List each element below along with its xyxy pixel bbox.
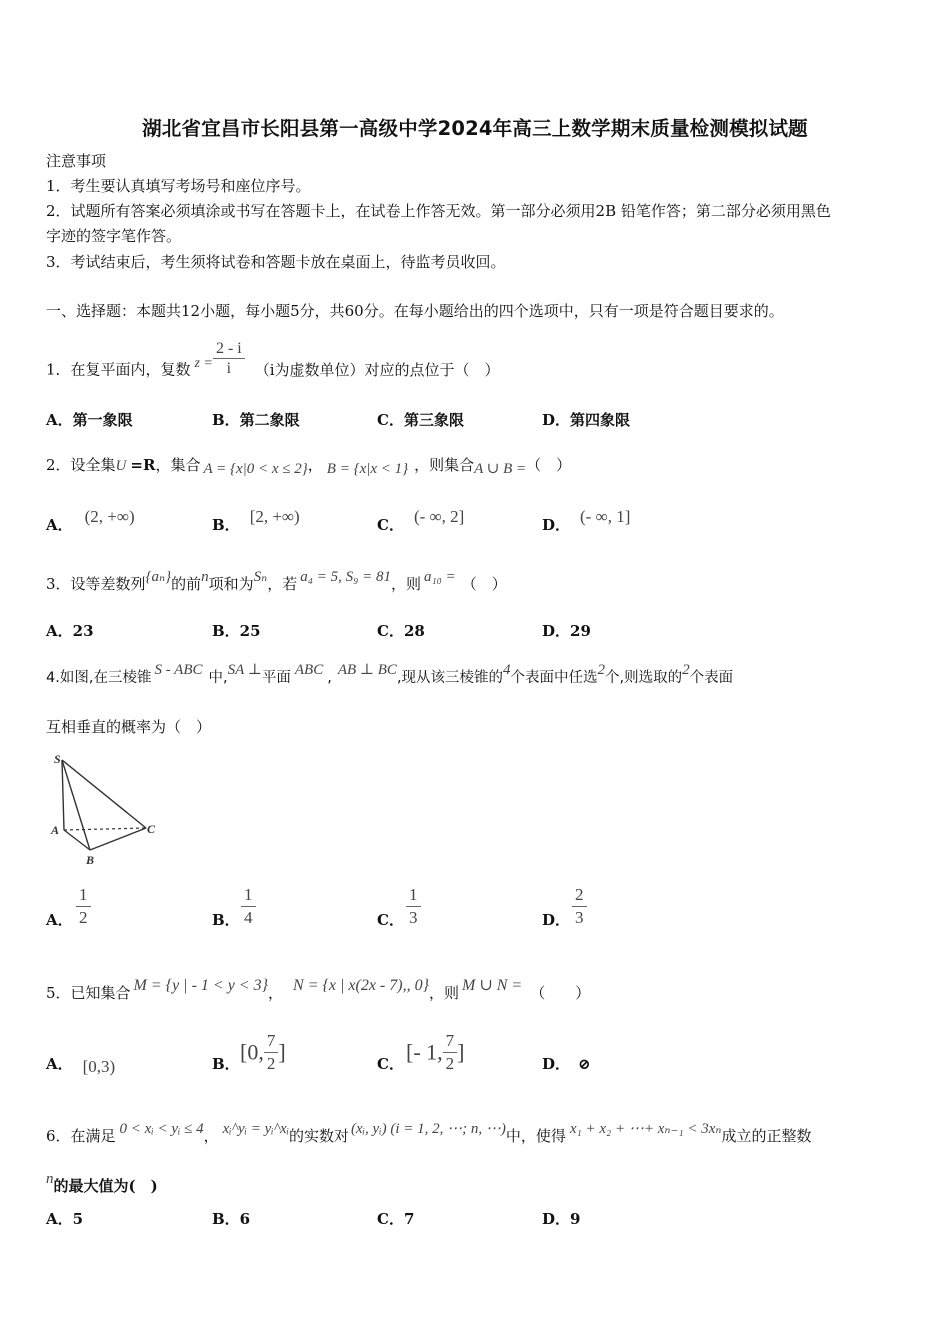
q1-z: z = [194,355,213,371]
q2-set-b: B = {x|x < 1} [326,461,409,477]
q2-label-c: C． [377,516,404,534]
q2-option-a[interactable] [46,507,135,535]
q5-option-c[interactable] [377,1054,404,1074]
section-heading: 一、选择题：本题共12小题，每小题5分，共60分。在每小题给出的四个选项中，只有一项是符合题目要求的。 [46,302,784,320]
page-title: 湖北省宜昌市长阳县第一高级中学2024年高三上数学期末质量检测模拟试题 [142,117,808,140]
notice-item-3: 3．考试结束后，考生须将试卷和答题卡放在桌面上，待监考员收回。 [46,253,506,271]
q3-s: Sₙ [253,569,268,585]
q4-option-b-value [241,884,256,929]
q5-option-c-value [406,1030,464,1075]
q4-den-c: 3 [409,908,418,927]
question-4-stem [46,662,734,688]
q5-option-b-value [240,1030,286,1075]
q1-option-a[interactable]: A．第一象限 [46,411,133,429]
q4-den-d: 3 [575,908,584,927]
q1-option-b[interactable]: B．第二象限 [212,411,300,429]
q4-frac-a [76,884,91,929]
q4-den-a: 2 [79,908,88,927]
q3-p5: ，则 [390,575,421,593]
q1-fraction [213,339,245,378]
q6-comma: ， [203,1127,219,1145]
q6-n: n [46,1171,54,1187]
q3-target: a₁₀ = [423,569,456,585]
q5-value-d: ⊘ [578,1055,591,1073]
q6-inequality: x₁ + x₂ + ⋯+ xₙ₋₁ < 3xₙ [569,1121,722,1137]
q5-den-b: 2 [266,1054,276,1073]
q5-p3: （ ） [530,984,591,1002]
figure-label-b: B [86,853,95,867]
q6-cond-2: xᵢ^yᵢ = yᵢ^xᵢ [222,1121,290,1137]
q4-p1: 4.如图,在三棱锥 [46,670,152,686]
q4-frac-b [241,884,256,929]
question-6-stem-cont [46,1171,158,1197]
q4-frac-c [406,884,421,929]
q2-p4: （ ） [526,456,572,474]
q5-label-b: B． [212,1055,240,1073]
q6-p2: 的实数对 [289,1127,350,1145]
q1-prefix: 1．在复平面内，复数 [46,360,191,379]
q3-option-c[interactable]: C．28 [377,622,425,640]
q1-numerator: 2 - i [213,339,245,359]
q4-option-c-value [406,884,421,929]
q6-option-d[interactable]: D．9 [542,1210,581,1228]
notice-item-1: 1．考生要认真填写考场号和座位序号。 [46,177,311,195]
q5-set-m: M = {y | - 1 < y < 3} [133,977,268,994]
q2-option-c[interactable] [377,507,465,535]
q4-p8: 个表面 [689,670,734,686]
q2-value-c: (- ∞, 2] [413,507,465,526]
q2-union: A ∪ B = [474,461,527,477]
q5-c-left: [- 1, [406,1039,443,1065]
q5-comma: ， [268,984,284,1002]
q3-option-d[interactable]: D．29 [542,622,591,640]
q4-option-a-value [76,884,91,929]
q4-option-d[interactable] [542,910,570,930]
q3-option-b[interactable]: B．25 [212,622,261,640]
q5-frac-c [443,1030,458,1075]
q3-p6: （ ） [461,575,507,593]
q4-option-b[interactable] [212,910,240,930]
q4-two: 2 [597,662,606,678]
q3-p1: 3．设等差数列 [46,575,146,593]
q4-frac-d [572,884,587,929]
q6-p1: 6．在满足 [46,1127,116,1145]
question-1-stem [46,340,500,390]
q4-label-c: C． [377,911,404,929]
q4-p2: 中, [208,670,228,686]
q5-value-a: [0,3) [82,1057,116,1076]
q2-value-d: (- ∞, 1] [580,507,631,526]
q5-den-c: 2 [445,1054,455,1073]
q3-seq: {aₙ} [145,569,172,585]
q4-option-c[interactable] [377,910,404,930]
q5-p2: ，则 [428,984,459,1002]
question-5-stem [46,977,591,1004]
pyramid-figure [46,750,166,870]
q5-union: M ∪ N = [461,977,523,994]
q6-p5: 的最大值为( ) [53,1177,158,1195]
q5-label-a: A． [46,1055,73,1073]
q6-option-b[interactable]: B．6 [212,1210,251,1228]
q2-p2: ，集合 [155,456,201,474]
question-6-stem [46,1121,812,1147]
q5-frac-b [264,1030,279,1075]
q2-value-a: (2, +∞) [84,507,135,526]
q6-p4: 成立的正整数 [721,1127,812,1145]
figure-label-c: C [147,822,156,836]
q5-num-b: 7 [264,1030,279,1053]
q2-p1: 2．设全集 [46,456,116,474]
q1-suffix: （i为虚数单位）对应的点位于（ ） [254,360,500,379]
q2-comma: ， [307,456,323,474]
q1-denominator: i [226,360,232,377]
q1-option-d[interactable]: D．第四象限 [542,411,631,429]
q4-pyramid: S - ABC [154,662,203,678]
q4-label-b: B． [212,911,240,929]
q5-option-d[interactable] [542,1054,591,1074]
q5-option-a[interactable] [46,1054,115,1074]
q2-set-a: A = {x|0 < x ≤ 2} [203,461,308,477]
q5-num-c: 7 [443,1030,458,1053]
q2-eq-r: =R [130,456,156,474]
notice-item-2-cont: 字迹的签字笔作答。 [46,227,182,245]
q4-label-d: D． [542,911,571,929]
q3-p2: 的前 [171,575,202,593]
figure-label-s: S [54,752,61,766]
q4-num-a: 1 [76,884,91,907]
q6-cond-1: 0 < xᵢ < yᵢ ≤ 4 [119,1121,204,1137]
q5-option-b[interactable] [212,1054,240,1074]
q5-c-right: ] [457,1039,465,1065]
q4-num-d: 2 [572,884,587,907]
question-4-stem-cont: 互相垂直的概率为（ ） [46,718,212,736]
q3-p4: ，若 [267,575,298,593]
q2-u: U [115,458,127,474]
q2-label-d: D． [542,516,571,534]
q2-p3: ，则集合 [414,456,475,474]
notice-heading: 注意事项 [46,152,107,170]
figure-label-a: A [51,823,60,837]
q4-num-c: 1 [406,884,421,907]
q6-option-c[interactable]: C．7 [377,1210,415,1228]
q4-p7: 个,则选取的 [605,670,683,686]
q5-b-left: [0, [240,1039,264,1065]
q4-label-a: A． [46,911,73,929]
q5-label-c: C． [377,1055,404,1073]
q5-p1: 5．已知集合 [46,984,131,1002]
q2-label-b: B． [212,516,240,534]
q5-label-d: D． [542,1055,571,1073]
q4-sa: SA ⊥ [227,662,262,678]
q3-n: n [201,569,209,585]
q2-label-a: A． [46,516,73,534]
q4-ab-bc: AB ⊥ BC [337,662,397,678]
q3-option-a[interactable]: A．23 [46,622,94,640]
q2-value-b: [2, +∞) [249,507,300,526]
q4-p3: 平面 [261,670,291,686]
q4-p6: 个表面中任选 [510,670,598,686]
q3-p3: 项和为 [208,575,254,593]
q4-den-b: 4 [244,908,253,927]
q4-two-2: 2 [682,662,690,678]
q4-p5: ,现从该三棱锥的 [396,670,504,686]
q6-p3: 中，使得 [505,1127,566,1145]
q4-option-d-value [572,884,587,929]
q2-option-d[interactable] [542,507,631,535]
question-3-stem [46,569,507,595]
q4-option-a[interactable] [46,910,73,930]
q6-pair: (xᵢ, yᵢ) (i = 1, 2, ⋯; n, ⋯) [351,1121,506,1137]
question-2-stem [46,455,571,476]
q1-option-c[interactable]: C．第三象限 [377,411,464,429]
q5-b-right: ] [278,1039,286,1065]
q5-set-n: N = {x | x(2x - 7),, 0} [293,977,429,994]
q6-option-a[interactable]: A．5 [46,1210,84,1228]
q3-cond: a₄ = 5, S₉ = 81 [300,569,391,585]
q4-p4: , [327,670,332,686]
notice-item-2: 2．试题所有答案必须填涂或书写在答题卡上，在试卷上作答无效。第一部分必须用2B 铅笔作答；第二部分必须用黑色 [46,202,831,220]
q4-abc: ABC [294,662,324,678]
q4-num-b: 1 [241,884,256,907]
q2-option-b[interactable] [212,507,300,535]
q4-four: 4 [503,662,511,678]
